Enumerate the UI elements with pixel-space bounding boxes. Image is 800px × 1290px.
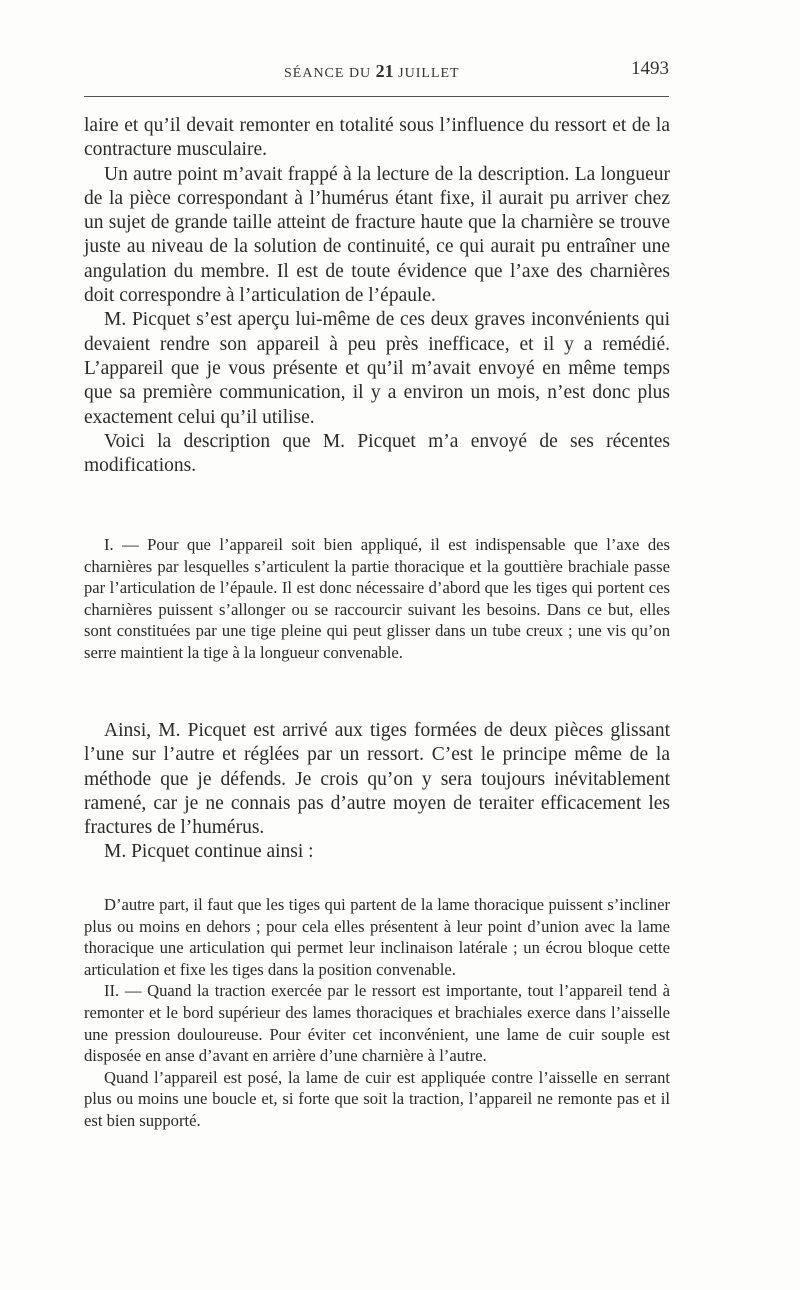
- paragraph: laire et qu’il devait remonter en totalité sous l’influence du ressort et de la contracture musculaire.: [84, 115, 670, 161]
- header-divider: [84, 96, 669, 97]
- running-title: [284, 61, 460, 82]
- quoted-text-block: [84, 534, 670, 664]
- running-title-prefix: SÉANCE DU: [284, 66, 376, 81]
- quoted-text-block: [84, 894, 670, 1132]
- body-text-block: [84, 719, 670, 865]
- quoted-paragraph: I. — Pour que l’appareil soit bien appliqué, il est indispensable que l’axe des charnières par lesquelles s’articulent la partie thoracique et la gouttière brachiale passe par l’articulation de l’épaule. Il est donc nécessaire d’abord que les tiges qui portent ces charnières puissent s’allonger ou se raccourcir suivant les besoins. Dans ce but, elles sont constituées par une tige pleine qui peut glisser dans un tube creux ; une vis qu’on serre maintient la tige à la longueur convenable.: [84, 535, 670, 662]
- running-title-month: JUILLET: [393, 66, 460, 81]
- paragraph: Voici la description que M. Picquet m’a envoyé de ses récentes modifications.: [84, 430, 670, 477]
- page-header: [84, 58, 669, 84]
- paragraph: Un autre point m’avait frappé à la lecture de la description. La longueur de la pièce correspondant à l’humérus étant fixe, il aurait pu arriver chez un sujet de grande taille atteint de fracture haute que la charnière se trouve juste au niveau de la solution de continuité, ce qui aurait pu entraîner une angulation du membre. Il est de toute évidence que l’axe des charnières doit correspondre à l’articulation de l’épaule.: [84, 163, 670, 307]
- paragraph: M. Picquet continue ainsi :: [104, 841, 314, 863]
- quoted-paragraph: II. — Quand la traction exercée par le ressort est importante, tout l’appareil tend à remonter et le bord supérieur des lames thoraciques et brachiales exerce dans l’aisselle une pression douloureuse. Pour éviter cet inconvénient, une lame de cuir souple est disposée en anse d’avant en arrière d’une charnière à l’autre.: [84, 981, 670, 1066]
- body-text-block: [84, 114, 670, 478]
- page-number: 1493: [631, 58, 669, 79]
- paragraph: Ainsi, M. Picquet est arrivé aux tiges formées de deux pièces glissant l’une sur l’autre et réglées par un ressort. C’est le principe même de la méthode que je défends. Je crois qu’on y sera toujours inévitablement ramené, car je ne connais pas d’autre moyen de teraiter efficacement les fractures de l’humérus.: [84, 720, 670, 839]
- quoted-paragraph: Quand l’appareil est posé, la lame de cuir est appliquée contre l’aisselle en serrant plus ou moins une boucle et, si forte que soit la traction, l’appareil ne remonte pas et il est bien supporté.: [84, 1067, 670, 1130]
- running-title-day: 21: [375, 61, 394, 81]
- paragraph: M. Picquet s’est aperçu lui-même de ces deux graves inconvénients qui devaient rendre son appareil à peu près inefficace, et il y a remédié. L’appareil que je vous présente et qu’il m’avait envoyé en même temps que sa première communication, il y a environ un mois, n’est donc plus exactement celui qu’il utilise.: [84, 309, 670, 428]
- quoted-paragraph: D’autre part, il faut que les tiges qui partent de la lame thoracique puissent s’incliner plus ou moins en dehors ; pour cela elles présentent à leur point d’union avec la lame thoracique une articulation qui permet leur inclinaison latérale ; un écrou bloque cette articulation et fixe les tiges dans la position convenable.: [84, 895, 670, 979]
